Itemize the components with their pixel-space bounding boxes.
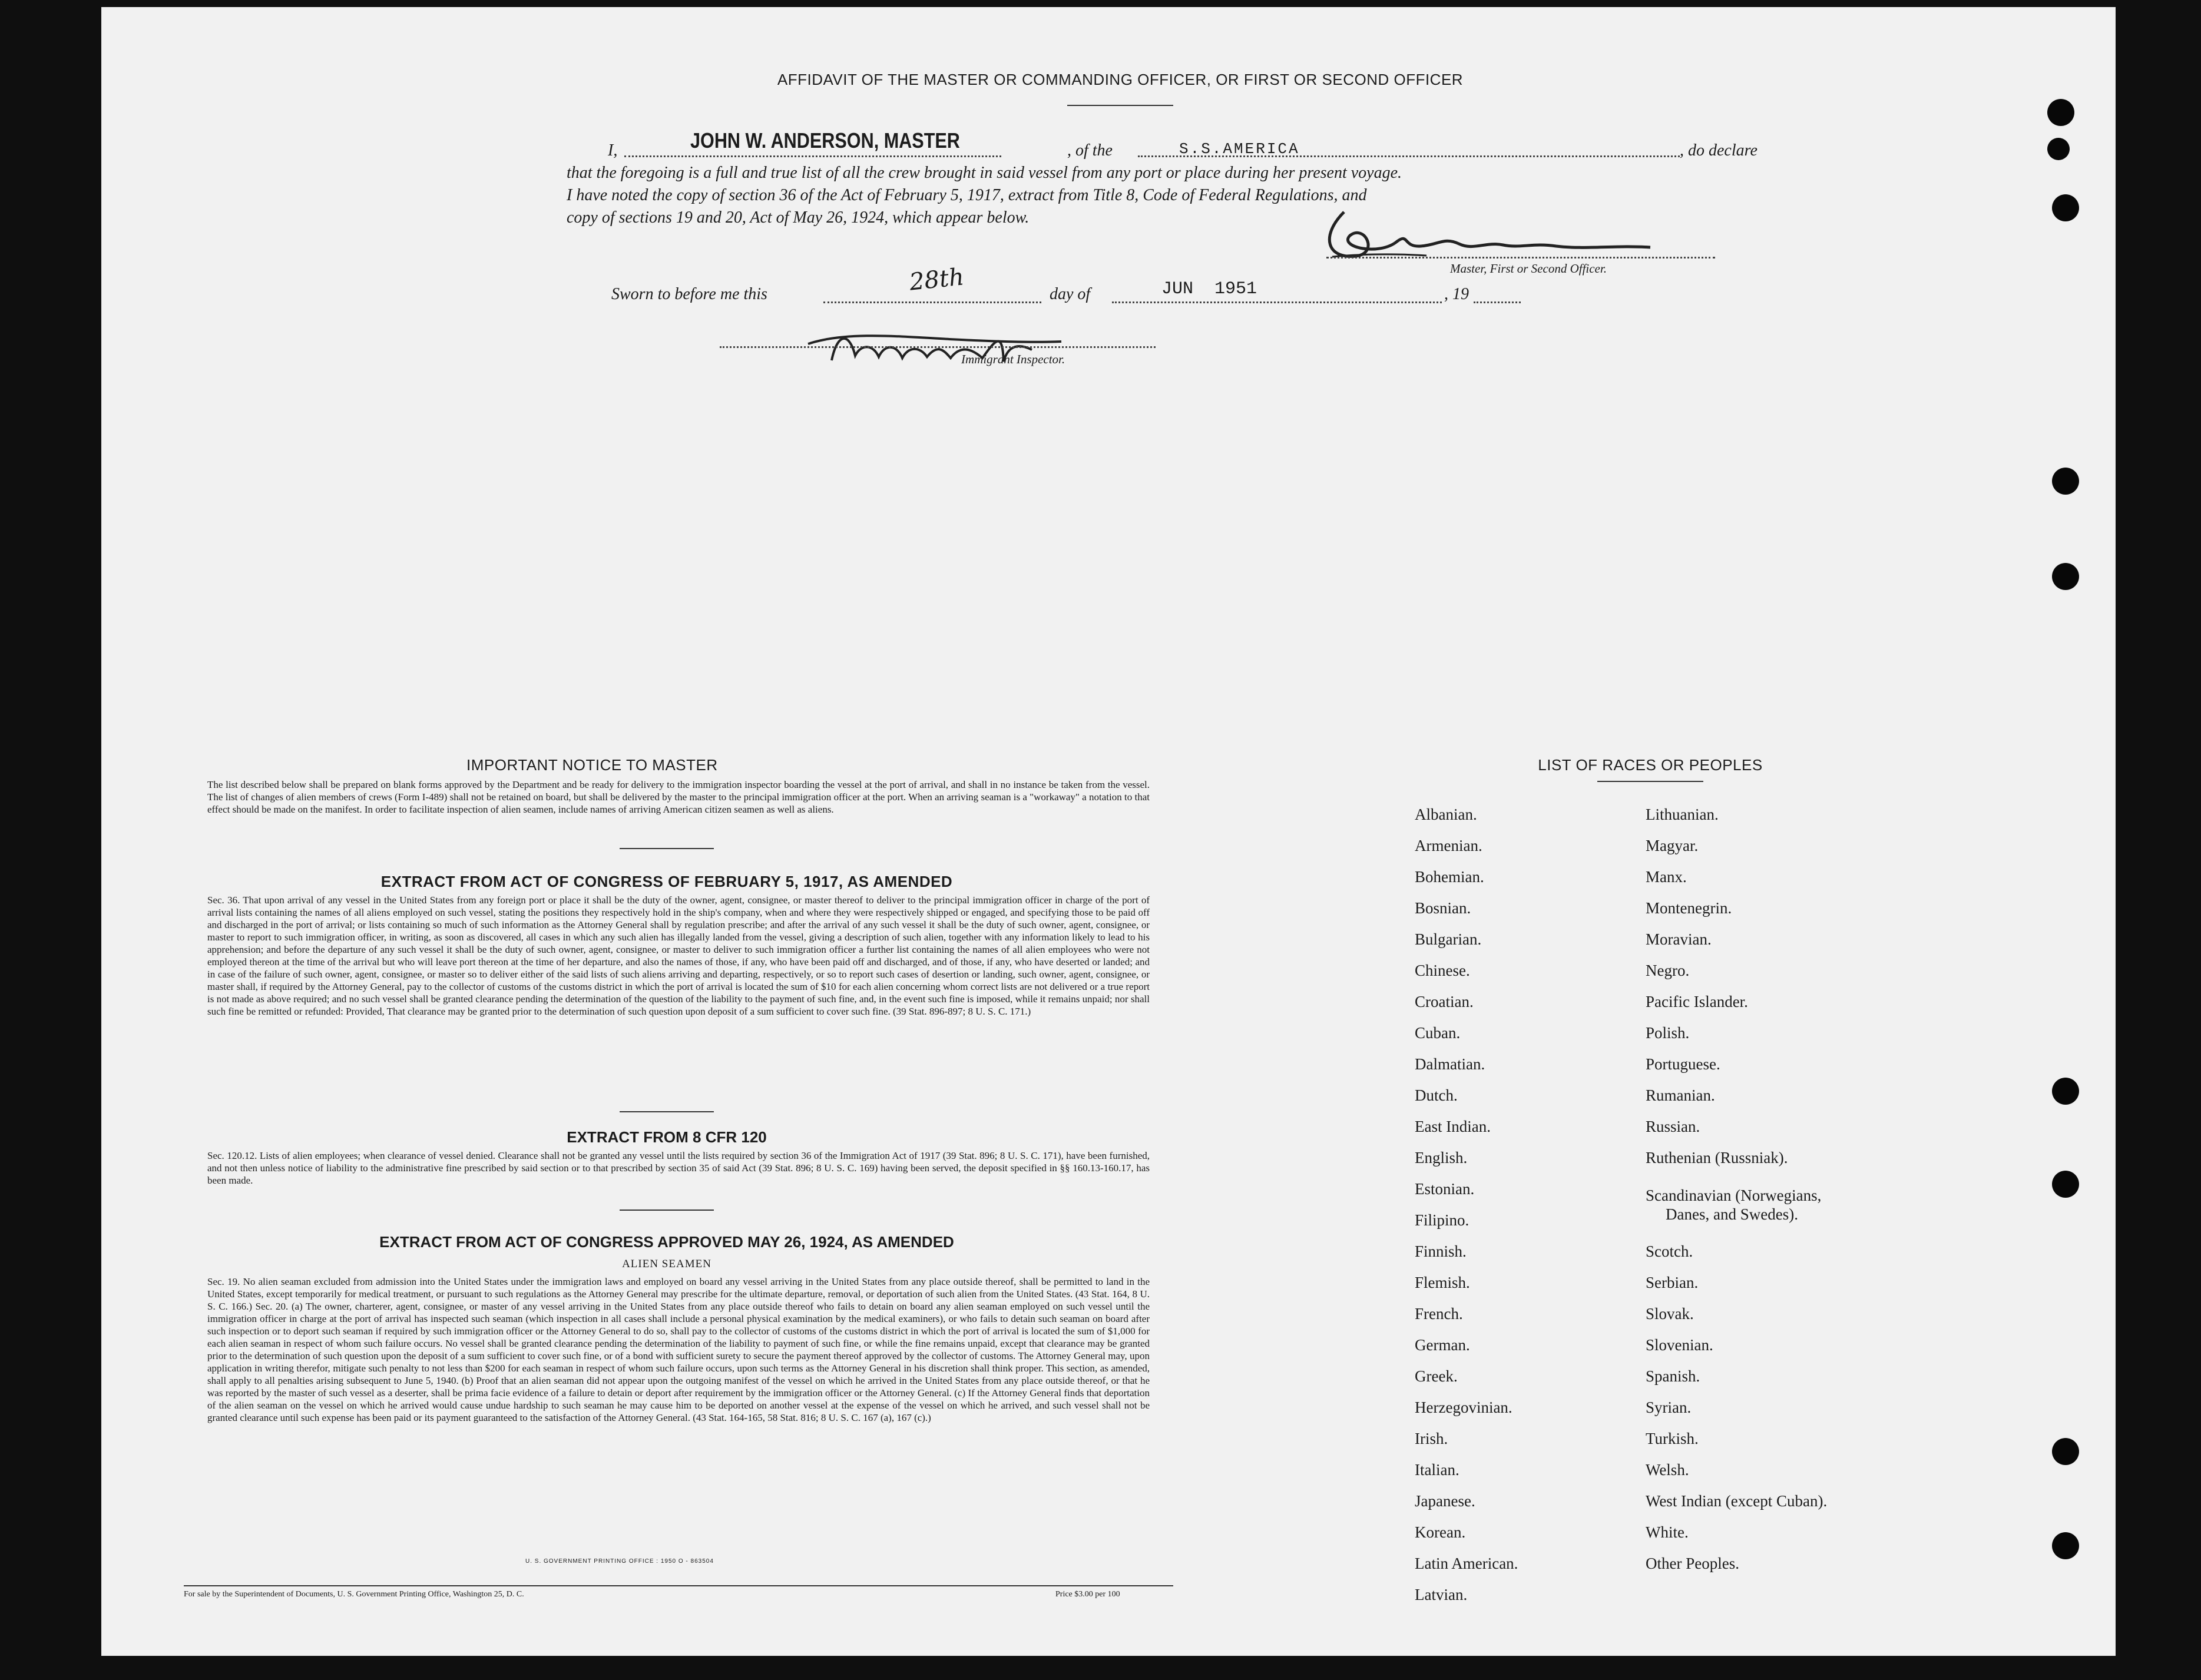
race-item: Bulgarian. <box>1415 930 1482 948</box>
extract-1917-heading: EXTRACT FROM ACT OF CONGRESS OF FEBRUARY 5, 1917, AS AMENDED <box>380 873 953 890</box>
punch-hole <box>2052 1078 2079 1105</box>
master-signature-line <box>1326 257 1715 259</box>
affidavit-i: I, <box>608 141 618 160</box>
inspector-signature-line <box>720 346 1156 348</box>
race-item: Greek. <box>1415 1367 1458 1385</box>
extract-1924-body: Sec. 19. No alien seaman excluded from admission into the United States under the immigration laws and employed on board any vessel arriving in the United States from any place outside thereof, shall be permitted to land in the United States, except temporarily for medical treatment, or pursuant to such regulations as the Attorney General may prescribe for the ultimate departure, removal, or deportation of such alien from the United States. (43 Stat. 164, 8 U. S. C. 166.) Sec. 20. (a) The owner, charterer, agent, consignee, or master of any vessel arriving in the United States from any place outside thereof who fails to detain on board any alien seaman employed on such vessel until the immigration officer in charge at the port of arrival has inspected such seaman (which inspection in all cases shall include a personal physical examination by the medical examiners), or who fails to detain such seaman on board after such inspection or to deport such seaman if required by such immigration officer or the Attorney General to do so, shall pay to the collector of customs of the customs district in which the port of arrival is located the sum of $1,000 for each alien seaman in respect of whom such failure occurs. No vessel shall be granted clearance pending the determination of the liability to payment of such fine, or while the fine remains unpaid, except that clearance may be granted prior to the determination of such question upon the deposit of a sum sufficient to cover such fine, or of a bond with sufficient surety to secure the payment thereof approved by the collector of customs. The Attorney General may, upon application in writing therefor, mitigate such penalty to not less than $200 for each seaman in respect of whom such failure occurs, upon such terms as the Attorney General in his discretion shall think proper. This section, as amended, shall apply to all penalties arising subsequent to June 5, 1940. (b) Proof that an alien seaman did not appear upon the outgoing manifest of the vessel on which he arrived in the United States from any place outside thereof, or that he was reported by the master of such vessel as a deserter, shall be prima facie evidence of a failure to detain or deport after requirement by the immigration officer or the Attorney General. (c) If the Attorney General finds that deportation of the alien seaman on the vessel on which he arrived would cause undue hardship to such seaman he may cause him to be deported on another vessel at the expense of the vessel on which he arrived, and such vessel shall not be granted clearance until such expense has been paid or its payment guaranteed to the satisfaction of the Attorney General. (43 Stat. 164-165, 58 Stat. 816; 8 U. S. C. 167 (a), 167 (c).) <box>207 1276 1150 1423</box>
race-item: Negro. <box>1646 962 1690 979</box>
races-heading: LIST OF RACES OR PEOPLES <box>1538 756 1763 774</box>
race-item: Serbian. <box>1646 1274 1699 1291</box>
race-item: Turkish. <box>1646 1430 1699 1447</box>
day-of-label: day of <box>1050 285 1091 303</box>
master-signature <box>1309 200 1686 271</box>
race-item: Japanese. <box>1415 1492 1475 1510</box>
race-item: Latin American. <box>1415 1555 1518 1572</box>
punch-hole <box>2052 1438 2079 1465</box>
day-line <box>823 301 1041 303</box>
race-item: Pacific Islander. <box>1646 993 1748 1010</box>
race-item: Bosnian. <box>1415 899 1471 917</box>
race-item: Finnish. <box>1415 1242 1467 1260</box>
sworn-label: Sworn to before me this <box>611 285 767 303</box>
race-item: Korean. <box>1415 1523 1466 1541</box>
race-item: Latvian. <box>1415 1586 1468 1603</box>
punch-hole <box>2052 1532 2079 1559</box>
sworn-day-handwritten: 28th <box>908 263 965 296</box>
race-item: Armenian. <box>1415 837 1482 854</box>
extract-cfr-rule <box>620 1210 714 1211</box>
name-line <box>624 155 1001 157</box>
race-item: Slovak. <box>1646 1305 1694 1323</box>
race-item: Spanish. <box>1646 1367 1700 1385</box>
footer-sale-note: For sale by the Superintendent of Documents, U. S. Government Printing Office, Washington 25, D. C. <box>184 1590 524 1599</box>
race-item: East Indian. <box>1415 1118 1491 1135</box>
year-suffix: , 19 <box>1444 285 1469 303</box>
race-item: Chinese. <box>1415 962 1470 979</box>
master-name: JOHN W. ANDERSON, MASTER <box>690 128 960 153</box>
race-item: Cuban. <box>1415 1024 1461 1042</box>
race-item: Herzegovinian. <box>1415 1399 1512 1416</box>
race-item: Rumanian. <box>1646 1086 1715 1104</box>
of-the-label: , of the <box>1067 141 1113 160</box>
race-item: Other Peoples. <box>1646 1555 1739 1572</box>
punch-hole <box>2052 1171 2079 1198</box>
race-item: Magyar. <box>1646 837 1699 854</box>
race-item: Moravian. <box>1646 930 1712 948</box>
race-item: English. <box>1415 1149 1468 1167</box>
punch-hole <box>2052 563 2079 590</box>
document-page <box>101 7 2116 1656</box>
master-caption: Master, First or Second Officer. <box>1450 261 1607 276</box>
race-item: Bohemian. <box>1415 868 1484 886</box>
race-item: Scotch. <box>1646 1242 1693 1260</box>
race-item: White. <box>1646 1523 1689 1541</box>
notice-body: The list described below shall be prepared on blank forms approved by the Department and be ready for delivery to the immigration inspector boarding the vessel at the port of arrival, and shall in no instance be taken from the vessel. The list of changes of alien members of crews (Form I-489) shall not be retained on board, but shall be delivered by the master to the principal immigration officer at the port. When an arriving seaman is a "workaway" a notation to that effect should be made on the manifest. In order to facilitate inspection of alien seamen, include names of arriving American citizen seamen as well as aliens. <box>207 779 1150 815</box>
race-item: Danes, and Swedes). <box>1666 1205 1798 1223</box>
race-item: Ruthenian (Russniak). <box>1646 1149 1788 1167</box>
affidavit-line3: I have noted the copy of section 36 of the Act of February 5, 1917, extract from Title 8, Code of Federal Regulations, and <box>567 186 1367 204</box>
year-line <box>1474 301 1521 303</box>
race-item: Dutch. <box>1415 1086 1458 1104</box>
race-item: Estonian. <box>1415 1180 1475 1198</box>
race-item: Polish. <box>1646 1024 1690 1042</box>
race-item: Lithuanian. <box>1646 806 1719 823</box>
race-item: Italian. <box>1415 1461 1459 1479</box>
punch-hole <box>2047 138 2070 160</box>
race-item: Filipino. <box>1415 1211 1469 1229</box>
extract-1924-heading: EXTRACT FROM ACT OF CONGRESS APPROVED MAY 26, 1924, AS AMENDED <box>379 1233 954 1251</box>
footer-rule <box>184 1585 1173 1586</box>
races-rule <box>1597 781 1703 782</box>
race-item: West Indian (except Cuban). <box>1646 1492 1828 1510</box>
title-rule <box>1067 105 1173 106</box>
notice-heading: IMPORTANT NOTICE TO MASTER <box>466 756 718 774</box>
race-item: French. <box>1415 1305 1463 1323</box>
race-item: Flemish. <box>1415 1274 1470 1291</box>
race-item: Irish. <box>1415 1430 1448 1447</box>
sworn-date-stamp: JUN 1951 <box>1161 279 1257 299</box>
race-item: Manx. <box>1646 868 1687 886</box>
notice-rule <box>620 848 714 849</box>
extract-cfr-body: Sec. 120.12. Lists of alien employees; when clearance of vessel denied. Clearance shall not be granted any vessel until the lists required by section 36 of the Immigration Act of 1917 (39 Stat. 896; 8 U. S. C. 171), have been furnished, and not then unless notice of liability to the administrative fine prescribed by said section or to that prescribed by section 35 of said Act (39 Stat. 896; 8 U. S. C. 169) having been served, the deposit specified in §§ 160.13-160.17, has been made. <box>207 1150 1150 1186</box>
alien-seamen-subheading: ALIEN SEAMEN <box>622 1258 711 1270</box>
affidavit-line4: copy of sections 19 and 20, Act of May 26, 1924, which appear below. <box>567 208 1030 227</box>
affidavit-title: AFFIDAVIT OF THE MASTER OR COMMANDING OFFICER, OR FIRST OR SECOND OFFICER <box>777 71 1464 88</box>
race-item: Slovenian. <box>1646 1336 1713 1354</box>
footer-price: Price $3.00 per 100 <box>1055 1590 1120 1599</box>
punch-hole <box>2052 468 2079 495</box>
race-item: Welsh. <box>1646 1461 1689 1479</box>
race-item: Albanian. <box>1415 806 1477 823</box>
race-item: Russian. <box>1646 1118 1700 1135</box>
printing-office: U. S. GOVERNMENT PRINTING OFFICE : 1950 O - 863504 <box>525 1558 714 1565</box>
race-item: Syrian. <box>1646 1399 1692 1416</box>
extract-1917-rule <box>620 1111 714 1112</box>
race-item: Croatian. <box>1415 993 1474 1010</box>
month-line <box>1112 301 1442 303</box>
race-item: Dalmatian. <box>1415 1055 1485 1073</box>
extract-1917-body: Sec. 36. That upon arrival of any vessel in the United States from any foreign port or place it shall be the duty of the owner, agent, consignee, or master thereof to deliver to the principal immigration officer in charge of the port of arrival lists containing the names of all aliens employed on such vessel, stating the positions they respectively hold in the ship's company, when and where they were respectively shipped or engaged, and specifying those to be paid off and discharged in the port of arrival; or lists containing so much of such information as the Attorney General shall by regulation prescribe; and after the arrival of any such vessel it shall be the duty of such owner, agent, consignee, or master to report to such immigration officer, in writing, as soon as discovered, all cases in which any such alien has illegally landed from the vessel, giving a description of such alien, together with any information likely to lead to his apprehension; and before the departure of any such vessel it shall be the duty of such owner, agent, consignee, or master to deliver to such immigration officer a further list containing the names of all alien employees who were not employed thereon at the time of the arrival but who will leave port thereon at the time of her departure, and also the names of those, if any, who have been paid off and discharged, and of those, if any, who have deserted or landed; and in case of the failure of such owner, agent, consignee, or master so to deliver either of the said lists of such aliens arriving and departing, respectively, or so to report such cases of desertion or landing, such owner, agent, consignee, or master shall, if required by the Attorney General, pay to the collector of customs of the customs district in which the port of arrival is located the sum of $10 for each alien concerning whom correct lists are not delivered or a true report is not made as above required; and no such vessel shall be granted clearance pending the determination of the question of the liability to the payment of such fine, and, in the event such fine is imposed, while it remains unpaid; nor shall such fine be remitted or refunded: Provided, That clearance may be granted prior to the determination of such question upon deposit of a sum sufficient to cover such fine. (39 Stat. 896-897; 8 U. S. C. 171.) <box>207 894 1150 1017</box>
race-item: Montenegrin. <box>1646 899 1732 917</box>
do-declare-label: , do declare <box>1680 141 1758 160</box>
inspector-caption: Immigrant Inspector. <box>961 352 1065 366</box>
extract-cfr-heading: EXTRACT FROM 8 CFR 120 <box>567 1128 767 1146</box>
race-item: Scandinavian (Norwegians, <box>1646 1187 1822 1204</box>
punch-hole <box>2047 99 2074 126</box>
race-item: Portuguese. <box>1646 1055 1720 1073</box>
vessel-name: S.S.AMERICA <box>1179 140 1300 158</box>
race-item: German. <box>1415 1336 1470 1354</box>
punch-hole <box>2052 194 2079 221</box>
affidavit-line2: that the foregoing is a full and true list of all the crew brought in said vessel from any port or place during her present voyage. <box>567 164 1402 182</box>
